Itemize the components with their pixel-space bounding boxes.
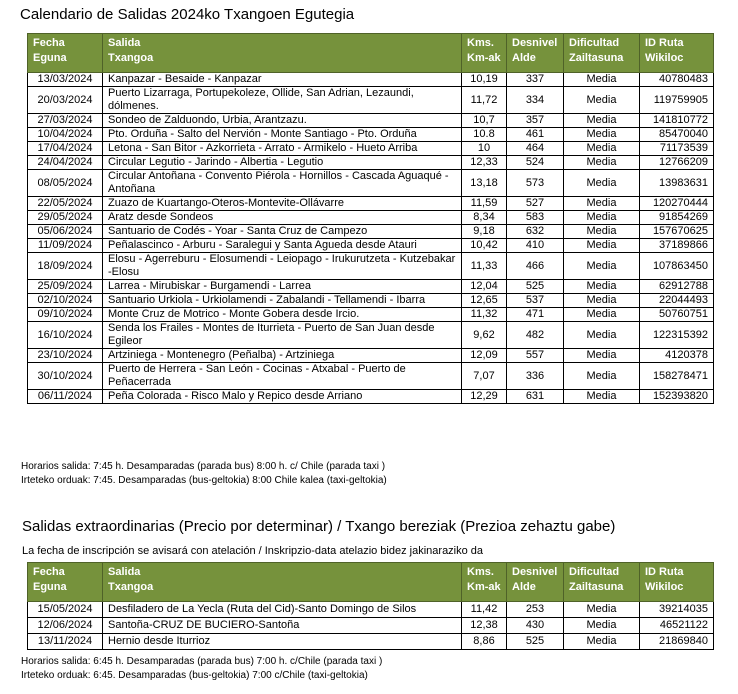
table-row bbox=[28, 602, 714, 618]
date-cell: 09/10/2024 bbox=[28, 308, 103, 322]
difficulty-cell: Media bbox=[564, 114, 640, 128]
table-row bbox=[28, 390, 714, 404]
route-cell: Puerto de Herrera - San León - Cocinas - Atxabal - Puerto de Peñacerrada bbox=[103, 363, 462, 390]
table-row bbox=[28, 322, 714, 349]
table-row bbox=[28, 308, 714, 322]
route-cell: Hernio desde Iturrioz bbox=[103, 634, 462, 650]
table-row bbox=[28, 128, 714, 142]
route-id-cell: 107863450 bbox=[640, 253, 714, 280]
date-cell: 25/09/2024 bbox=[28, 280, 103, 294]
extra-outings-table bbox=[27, 562, 714, 650]
date-cell: 05/06/2024 bbox=[28, 225, 103, 239]
elevation-cell: 337 bbox=[507, 73, 564, 87]
header-fecha: Fecha Eguna bbox=[28, 34, 103, 73]
date-cell: 06/11/2024 bbox=[28, 390, 103, 404]
departure-times-es: Horarios salida: 7:45 h. Desamparadas (parada bus) 8:00 h. c/ Chile (parada taxi ) bbox=[21, 461, 386, 472]
table-row bbox=[28, 114, 714, 128]
header-desnivel: Desnivel Alde bbox=[507, 34, 564, 73]
route-id-cell: 37189866 bbox=[640, 239, 714, 253]
route-id-cell: 21869840 bbox=[640, 634, 714, 650]
elevation-cell: 334 bbox=[507, 87, 564, 114]
table-row bbox=[28, 363, 714, 390]
difficulty-cell: Media bbox=[564, 308, 640, 322]
route-cell: Santuario de Codés - Yoar - Santa Cruz de Campezo bbox=[103, 225, 462, 239]
elevation-cell: 410 bbox=[507, 239, 564, 253]
date-cell: 13/11/2024 bbox=[28, 634, 103, 650]
route-id-cell: 85470040 bbox=[640, 128, 714, 142]
kms-cell: 10,19 bbox=[462, 73, 507, 87]
difficulty-cell: Media bbox=[564, 225, 640, 239]
table-row bbox=[28, 211, 714, 225]
header-idruta: ID Ruta Wikiloc bbox=[640, 34, 714, 73]
difficulty-cell: Media bbox=[564, 87, 640, 114]
route-id-cell: 157670625 bbox=[640, 225, 714, 239]
table-row bbox=[28, 280, 714, 294]
kms-cell: 8,86 bbox=[462, 634, 507, 650]
difficulty-cell: Media bbox=[564, 294, 640, 308]
date-cell: 10/04/2024 bbox=[28, 128, 103, 142]
elevation-cell: 631 bbox=[507, 390, 564, 404]
difficulty-cell: Media bbox=[564, 73, 640, 87]
elevation-cell: 525 bbox=[507, 634, 564, 650]
route-cell: Santoña-CRUZ DE BUCIERO-Santoña bbox=[103, 618, 462, 634]
kms-cell: 12,33 bbox=[462, 156, 507, 170]
date-cell: 23/10/2024 bbox=[28, 349, 103, 363]
elevation-cell: 466 bbox=[507, 253, 564, 280]
elevation-cell: 573 bbox=[507, 170, 564, 197]
table-row bbox=[28, 73, 714, 87]
difficulty-cell: Media bbox=[564, 156, 640, 170]
elevation-cell: 537 bbox=[507, 294, 564, 308]
route-id-cell: 122315392 bbox=[640, 322, 714, 349]
header-kms: Kms. Km-ak bbox=[462, 563, 507, 602]
date-cell: 13/03/2024 bbox=[28, 73, 103, 87]
elevation-cell: 357 bbox=[507, 114, 564, 128]
table-row bbox=[28, 253, 714, 280]
header-row bbox=[28, 34, 714, 73]
route-cell: Larrea - Mirubiskar - Burgamendi - Larrea bbox=[103, 280, 462, 294]
kms-cell: 9,62 bbox=[462, 322, 507, 349]
kms-cell: 12,38 bbox=[462, 618, 507, 634]
table-row bbox=[28, 294, 714, 308]
elevation-cell: 336 bbox=[507, 363, 564, 390]
header-row bbox=[28, 563, 714, 602]
route-cell: Aratz desde Sondeos bbox=[103, 211, 462, 225]
date-cell: 11/09/2024 bbox=[28, 239, 103, 253]
table-row bbox=[28, 239, 714, 253]
elevation-cell: 557 bbox=[507, 349, 564, 363]
difficulty-cell: Media bbox=[564, 142, 640, 156]
date-cell: 16/10/2024 bbox=[28, 322, 103, 349]
difficulty-cell: Media bbox=[564, 197, 640, 211]
elevation-cell: 430 bbox=[507, 618, 564, 634]
date-cell: 12/06/2024 bbox=[28, 618, 103, 634]
table-row bbox=[28, 349, 714, 363]
calendar-title: Calendario de Salidas 2024ko Txangoen Egutegia bbox=[20, 6, 355, 23]
table-row bbox=[28, 156, 714, 170]
registration-note: La fecha de inscripción se avisará con atelación / Inskripzio-data atelazio bidez jakinaraziko da bbox=[22, 545, 484, 557]
route-cell: Desfiladero de La Yecla (Ruta del Cid)-Santo Domingo de Silos bbox=[103, 602, 462, 618]
kms-cell: 11,42 bbox=[462, 602, 507, 618]
elevation-cell: 471 bbox=[507, 308, 564, 322]
kms-cell: 12,65 bbox=[462, 294, 507, 308]
table-row bbox=[28, 225, 714, 239]
date-cell: 30/10/2024 bbox=[28, 363, 103, 390]
header-kms: Kms. Km-ak bbox=[462, 34, 507, 73]
date-cell: 02/10/2024 bbox=[28, 294, 103, 308]
route-cell: Circular Legutio - Jarindo - Albertia - Legutio bbox=[103, 156, 462, 170]
elevation-cell: 525 bbox=[507, 280, 564, 294]
route-id-cell: 71173539 bbox=[640, 142, 714, 156]
route-cell: Elosu - Agerreburu - Elosumendi - Leiopago - Irukurutzeta - Kutzebakar -Elosu bbox=[103, 253, 462, 280]
kms-cell: 10,42 bbox=[462, 239, 507, 253]
elevation-cell: 527 bbox=[507, 197, 564, 211]
route-id-cell: 22044493 bbox=[640, 294, 714, 308]
extra-outings-title: Salidas extraordinarias (Precio por determinar) / Txango bereziak (Prezioa zehaztu gabe) bbox=[22, 518, 616, 535]
route-cell: Kanpazar - Besaide - Kanpazar bbox=[103, 73, 462, 87]
route-id-cell: 50760751 bbox=[640, 308, 714, 322]
route-id-cell: 141810772 bbox=[640, 114, 714, 128]
table-row bbox=[28, 618, 714, 634]
table-row bbox=[28, 87, 714, 114]
date-cell: 20/03/2024 bbox=[28, 87, 103, 114]
route-id-cell: 46521122 bbox=[640, 618, 714, 634]
route-id-cell: 12766209 bbox=[640, 156, 714, 170]
kms-cell: 12,09 bbox=[462, 349, 507, 363]
kms-cell: 12,29 bbox=[462, 390, 507, 404]
elevation-cell: 253 bbox=[507, 602, 564, 618]
kms-cell: 8,34 bbox=[462, 211, 507, 225]
date-cell: 18/09/2024 bbox=[28, 253, 103, 280]
route-cell: Letona - San Bitor - Azkorrieta - Arrato - Armikelo - Hueto Arriba bbox=[103, 142, 462, 156]
calendar-table bbox=[27, 33, 714, 404]
route-cell: Artziniega - Montenegro (Peñalba) - Artziniega bbox=[103, 349, 462, 363]
elevation-cell: 482 bbox=[507, 322, 564, 349]
date-cell: 22/05/2024 bbox=[28, 197, 103, 211]
route-cell: Pto. Orduña - Salto del Nervión - Monte Santiago - Pto. Orduña bbox=[103, 128, 462, 142]
route-id-cell: 158278471 bbox=[640, 363, 714, 390]
difficulty-cell: Media bbox=[564, 363, 640, 390]
header-fecha: Fecha Eguna bbox=[28, 563, 103, 602]
departure-times-eu: Irteteko orduak: 7:45. Desamparadas (bus-geltokia) 8:00 Chile kalea (taxi-geltokia) bbox=[21, 475, 387, 486]
header-desnivel: Desnivel Alde bbox=[507, 563, 564, 602]
route-cell: Santuario Urkiola - Urkiolamendi - Zabalandi - Tellamendi - Ibarra bbox=[103, 294, 462, 308]
difficulty-cell: Media bbox=[564, 602, 640, 618]
kms-cell: 9,18 bbox=[462, 225, 507, 239]
difficulty-cell: Media bbox=[564, 128, 640, 142]
kms-cell: 10 bbox=[462, 142, 507, 156]
date-cell: 15/05/2024 bbox=[28, 602, 103, 618]
header-salida: Salida Txangoa bbox=[103, 34, 462, 73]
kms-cell: 7,07 bbox=[462, 363, 507, 390]
date-cell: 27/03/2024 bbox=[28, 114, 103, 128]
difficulty-cell: Media bbox=[564, 349, 640, 363]
route-id-cell: 40780483 bbox=[640, 73, 714, 87]
table-row bbox=[28, 197, 714, 211]
route-id-cell: 4120378 bbox=[640, 349, 714, 363]
kms-cell: 11,32 bbox=[462, 308, 507, 322]
route-id-cell: 39214035 bbox=[640, 602, 714, 618]
route-id-cell: 62912788 bbox=[640, 280, 714, 294]
difficulty-cell: Media bbox=[564, 634, 640, 650]
difficulty-cell: Media bbox=[564, 239, 640, 253]
elevation-cell: 524 bbox=[507, 156, 564, 170]
route-cell: Circular Antoñana - Convento Piérola - Hornillos - Cascada Aguaqué - Antoñana bbox=[103, 170, 462, 197]
difficulty-cell: Media bbox=[564, 390, 640, 404]
route-cell: Puerto Lizarraga, Portupekoleze, Ollide, San Adrian, Lezaundi, dólmenes. bbox=[103, 87, 462, 114]
elevation-cell: 464 bbox=[507, 142, 564, 156]
elevation-cell: 461 bbox=[507, 128, 564, 142]
difficulty-cell: Media bbox=[564, 280, 640, 294]
difficulty-cell: Media bbox=[564, 211, 640, 225]
difficulty-cell: Media bbox=[564, 322, 640, 349]
route-id-cell: 152393820 bbox=[640, 390, 714, 404]
route-id-cell: 119759905 bbox=[640, 87, 714, 114]
difficulty-cell: Media bbox=[564, 618, 640, 634]
date-cell: 24/04/2024 bbox=[28, 156, 103, 170]
elevation-cell: 583 bbox=[507, 211, 564, 225]
kms-cell: 12,04 bbox=[462, 280, 507, 294]
header-salida: Salida Txangoa bbox=[103, 563, 462, 602]
route-id-cell: 120270444 bbox=[640, 197, 714, 211]
kms-cell: 10,7 bbox=[462, 114, 507, 128]
difficulty-cell: Media bbox=[564, 170, 640, 197]
kms-cell: 11,33 bbox=[462, 253, 507, 280]
kms-cell: 10.8 bbox=[462, 128, 507, 142]
kms-cell: 13,18 bbox=[462, 170, 507, 197]
date-cell: 17/04/2024 bbox=[28, 142, 103, 156]
kms-cell: 11,72 bbox=[462, 87, 507, 114]
route-cell: Zuazo de Kuartango-Oteros-Montevite-Ollávarre bbox=[103, 197, 462, 211]
kms-cell: 11,59 bbox=[462, 197, 507, 211]
extra-departure-times-es: Horarios salida: 6:45 h. Desamparadas (parada bus) 7:00 h. c/Chile (parada taxi ) bbox=[21, 656, 383, 667]
table-row bbox=[28, 634, 714, 650]
route-cell: Senda los Frailes - Montes de Iturrieta - Puerto de San Juan desde Egileor bbox=[103, 322, 462, 349]
date-cell: 29/05/2024 bbox=[28, 211, 103, 225]
difficulty-cell: Media bbox=[564, 253, 640, 280]
date-cell: 08/05/2024 bbox=[28, 170, 103, 197]
header-idruta: ID Ruta Wikiloc bbox=[640, 563, 714, 602]
route-cell: Peñalascinco - Arburu - Saralegui y Santa Agueda desde Atauri bbox=[103, 239, 462, 253]
elevation-cell: 632 bbox=[507, 225, 564, 239]
route-id-cell: 91854269 bbox=[640, 211, 714, 225]
header-dificultad: Dificultad Zailtasuna bbox=[564, 563, 640, 602]
table-row bbox=[28, 170, 714, 197]
route-id-cell: 13983631 bbox=[640, 170, 714, 197]
header-dificultad: Dificultad Zailtasuna bbox=[564, 34, 640, 73]
route-cell: Peña Colorada - Risco Malo y Repico desde Arriano bbox=[103, 390, 462, 404]
table-row bbox=[28, 142, 714, 156]
route-cell: Sondeo de Zalduondo, Urbia, Arantzazu. bbox=[103, 114, 462, 128]
extra-departure-times-eu: Irteteko orduak: 6:45. Desamparadas (bus-geltokia) 7:00 c/Chile (taxi-geltokia) bbox=[21, 670, 368, 681]
route-cell: Monte Cruz de Motrico - Monte Gobera desde Ircio. bbox=[103, 308, 462, 322]
